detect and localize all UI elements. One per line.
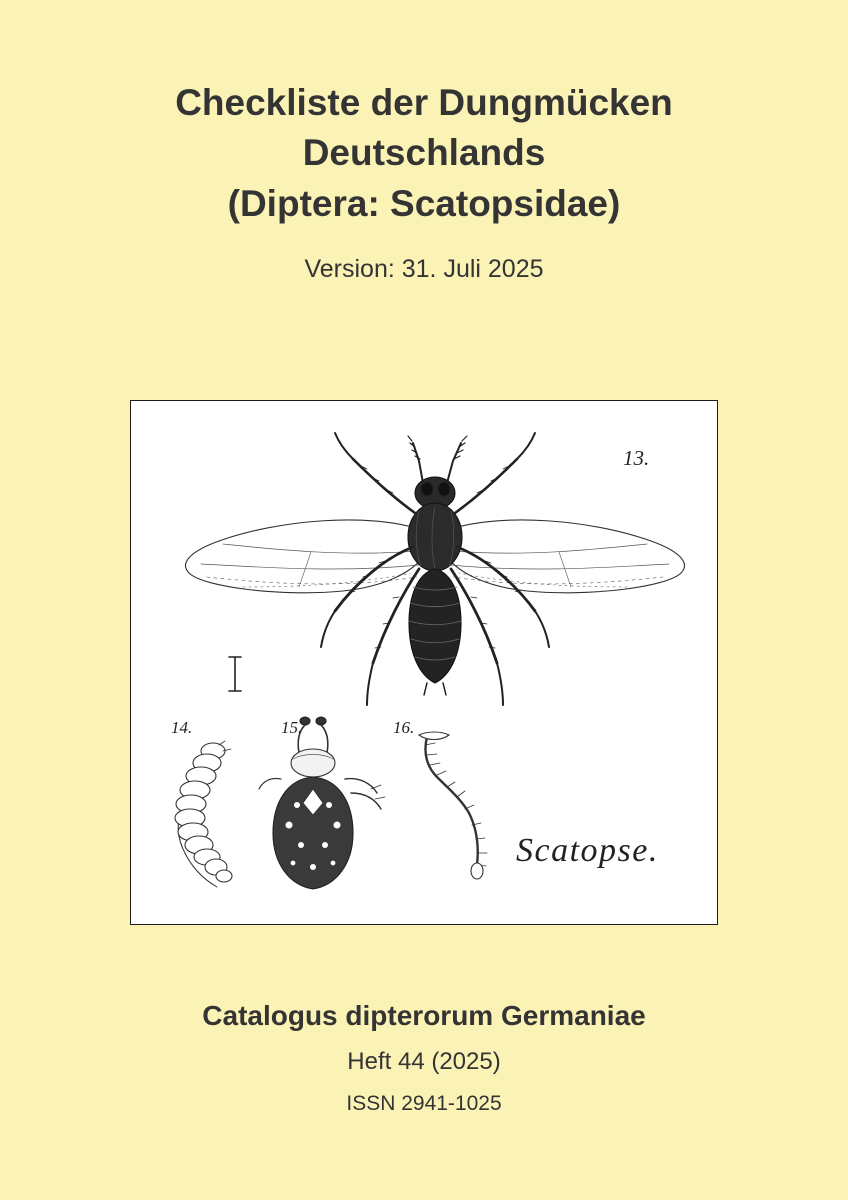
title-line-3: (Diptera: Scatopsidae) <box>227 182 621 224</box>
series-title: Catalogus dipterorum Germaniae <box>202 1000 646 1031</box>
version-text: Version: 31. Juli 2025 <box>304 254 544 283</box>
figure-label-14: 14. <box>171 718 193 737</box>
title-line-2: Deutschlands <box>302 132 546 174</box>
illustration-plate <box>130 400 718 925</box>
plate-caption: Scatopse. <box>516 832 659 869</box>
scatopsidae-engraving <box>131 401 717 924</box>
figure-label-13: 13. <box>623 446 650 470</box>
issn-number: ISSN 2941-1025 <box>346 1092 502 1115</box>
title-line-1: Checkliste der Dungmücken <box>175 82 673 123</box>
issue-number: Heft 44 (2025) <box>347 1048 501 1075</box>
title-block <box>0 78 848 284</box>
footer-block <box>0 1000 848 1116</box>
figure-label-15: 15. <box>281 718 303 737</box>
figure-label-16: 16. <box>393 718 415 737</box>
